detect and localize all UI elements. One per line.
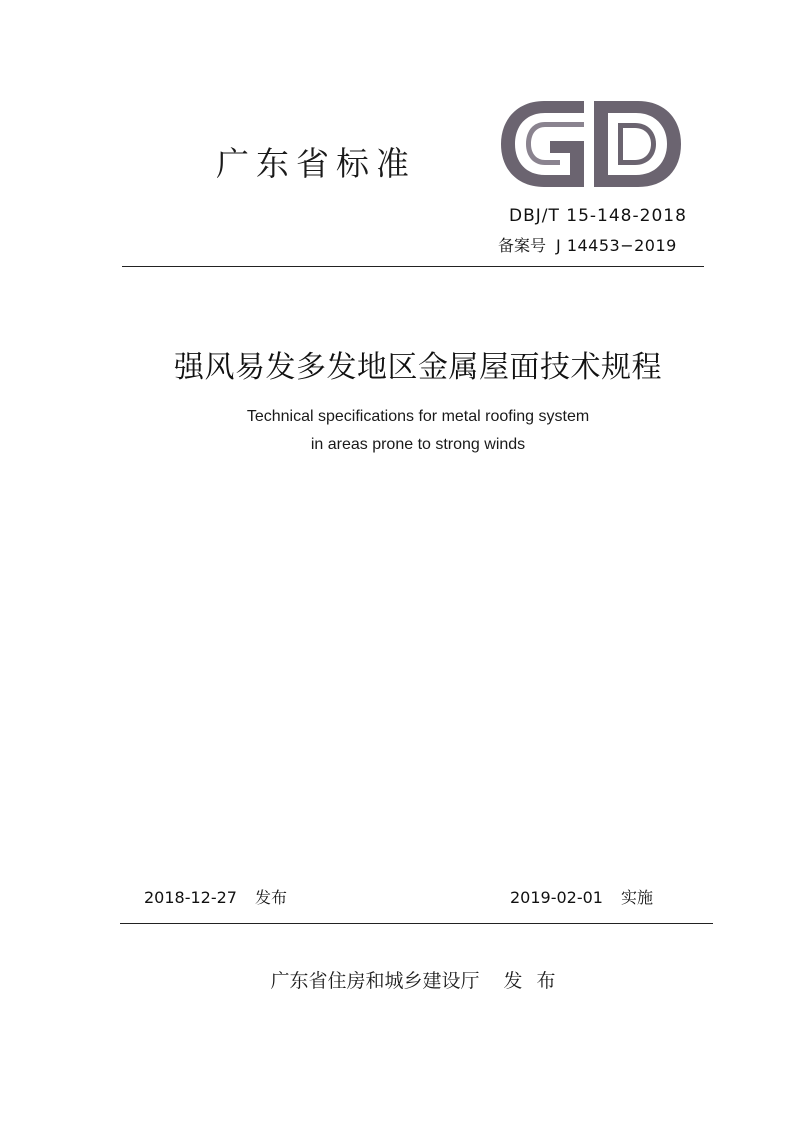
issue-date: 2018-12-27 [144, 888, 237, 907]
effective-date: 2019-02-01 [510, 888, 603, 907]
issue-label: 发布 [254, 888, 287, 907]
document-title-chinese: 强风易发多发地区金属屋面技术规程 [174, 350, 662, 385]
gd-logo [498, 98, 684, 190]
header-divider [122, 266, 704, 267]
footer-divider [120, 923, 713, 924]
document-title-english-line1: Technical specifications for metal roofing system [246, 408, 590, 425]
publisher-line [0, 966, 800, 993]
standard-type-label: 广东省标准 [216, 144, 416, 183]
filing-number-line [498, 233, 677, 256]
effective-date-line [510, 885, 653, 908]
standard-code: DBJ/T 15-148-2018 [509, 206, 687, 226]
filing-number: J 14453−2019 [556, 236, 677, 255]
effective-label: 实施 [620, 888, 653, 907]
publisher-name: 广东省住房和城乡建设厅 [270, 970, 480, 992]
issue-date-line [144, 885, 287, 908]
filing-label: 备案号 [498, 236, 547, 255]
document-title-english-line2: in areas prone to strong winds [310, 436, 526, 453]
publish-label: 发 布 [503, 970, 560, 992]
